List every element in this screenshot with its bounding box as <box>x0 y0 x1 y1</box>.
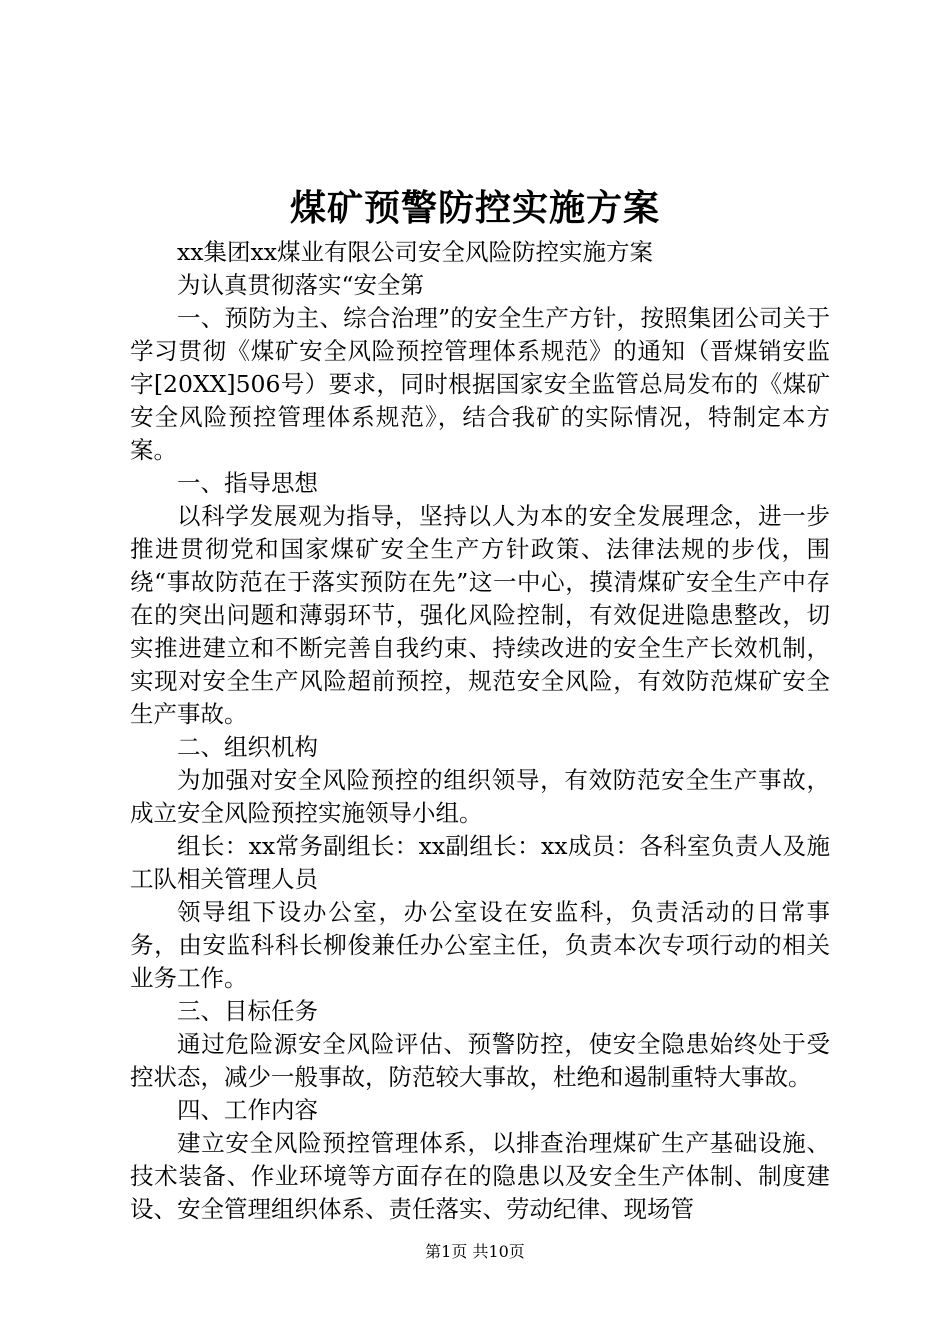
paragraph-company-plan: xx集团xx煤业有限公司安全风险防控实施方案 <box>177 238 654 266</box>
heading-work-content: 四、工作内容 <box>177 1096 318 1124</box>
heading-objectives: 三、目标任务 <box>177 997 318 1025</box>
paragraph-office: 领导组下设办公室，办公室设在安监科，负责活动的日常事务，由安监科科长柳俊兼任办公室主任，负责本次专项行动的相关业务工作。 <box>130 898 830 992</box>
paragraph-organization: 为加强对安全风险预控的组织领导，有效防范安全生产事故，成立安全风险预控实施领导小组。 <box>130 766 830 827</box>
paragraph-guiding-ideology: 以科学发展观为指导，坚持以人为本的安全发展理念，进一步推进贯彻党和国家煤矿安全生产方针政策、法律法规的步伐，围绕“事故防范在于落实预防在先”这一中心，摸清煤矿安全生产中存在的突出问题和薄弱环节，强化风险控制，有效促进隐患整改，切实推进建立和不断完善自我约束、持续改进的安全生产长效机制，实现对安全生产风险超前预控，规范安全风险，有效防范煤矿安全生产事故。 <box>130 502 830 728</box>
paragraph-members: 组长：xx常务副组长：xx副组长：xx成员：各科室负责人及施工队相关管理人员 <box>130 832 830 893</box>
heading-organization: 二、组织机构 <box>177 733 318 761</box>
heading-guiding-ideology: 一、指导思想 <box>177 469 318 497</box>
paragraph-work-content: 建立安全风险预控管理体系，以排查治理煤矿生产基础设施、技术装备、作业环境等方面存在的隐患以及安全生产体制、制度建设、安全管理组织体系、责任落实、劳动纪律、现场管 <box>130 1129 830 1223</box>
document-title: 煤矿预警防控实施方案 <box>289 187 660 229</box>
paragraph-intro: 为认真贯彻落实“安全第 <box>177 271 425 299</box>
document-body <box>130 236 830 1226</box>
paragraph-policy: 一、预防为主、综合治理”的安全生产方针，按照集团公司关于学习贯彻《煤矿安全风险预控管理体系规范》的通知（晋煤销安监字[20XX]506号）要求，同时根据国家安全监管总局发布的《煤矿安全风险预控管理体系规范》，结合我矿的实际情况，特制定本方案。 <box>130 304 830 464</box>
paragraph-objectives: 通过危险源安全风险评估、预警防控，使安全隐患始终处于受控状态，减少一般事故，防范较大事故，杜绝和遏制重特大事故。 <box>130 1030 830 1091</box>
page-footer: 第1页 共10页 <box>425 1242 525 1261</box>
